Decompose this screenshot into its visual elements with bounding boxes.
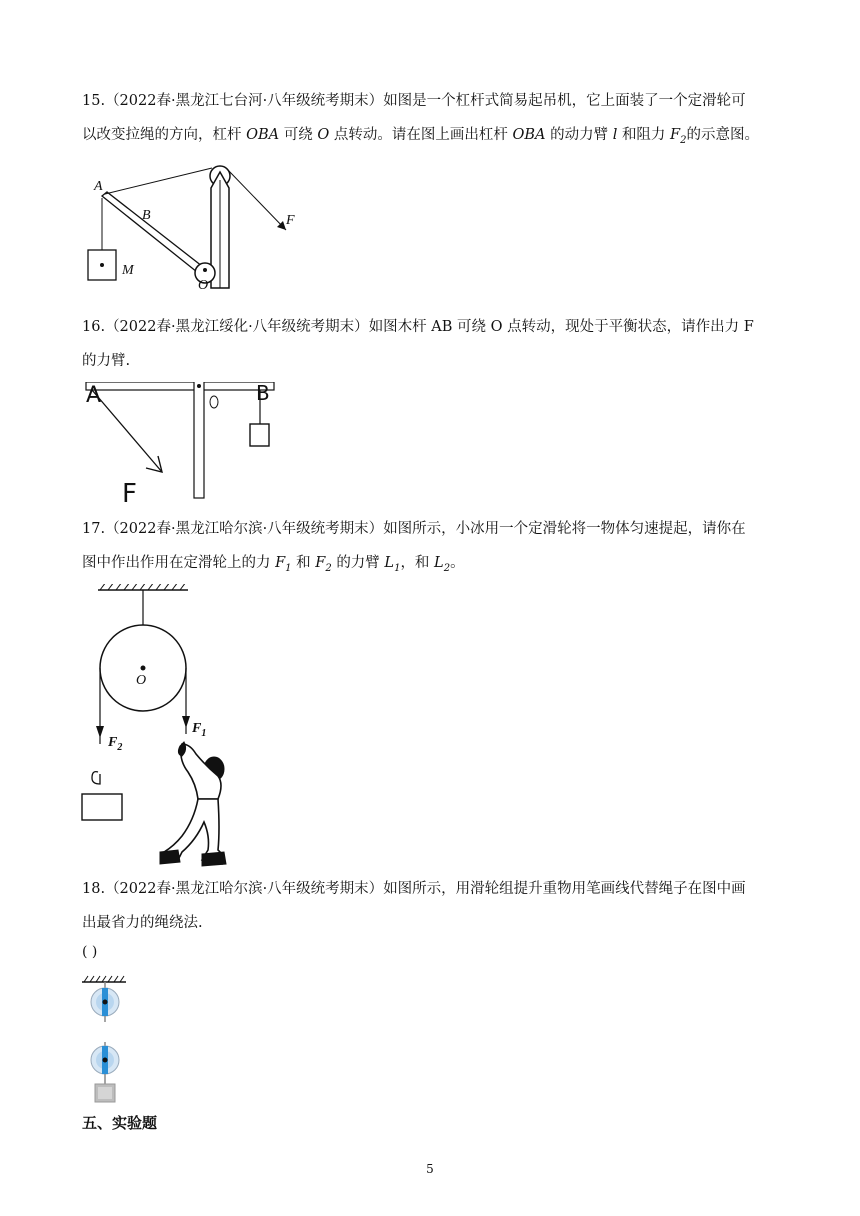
question-source: （2022春·黑龙江哈尔滨·八年级统考期末） <box>105 881 384 897</box>
math-symbol: $L_2$ <box>434 555 451 574</box>
question-16 <box>82 310 778 378</box>
label-o-mark <box>210 396 218 408</box>
figure-lever-ab <box>80 382 280 504</box>
question-source: （2022春·黑龙江绥化·八年级统考期末） <box>105 319 369 335</box>
question-number: 17. <box>82 521 106 537</box>
question-text: 如图是一个杠杆式简易起吊机，它上面装了一个定滑轮可 <box>383 93 746 109</box>
ceiling-hatch <box>84 976 124 982</box>
rope-a-to-pulley <box>105 168 212 194</box>
hook <box>92 772 100 784</box>
math-symbol: $F_1$ <box>275 555 292 574</box>
question-text: 和阻力 <box>621 127 666 143</box>
label-f1: $F_1$ <box>192 721 207 739</box>
math-symbol: OBA <box>246 127 280 143</box>
question-15-line-2 <box>82 118 778 158</box>
arrow-f2 <box>96 726 104 738</box>
figure-fixed-pulley <box>78 584 238 869</box>
question-text: 以改变拉绳的方向，杠杆 <box>82 127 242 143</box>
pulley-center-o <box>141 666 146 671</box>
weight-box <box>82 794 122 820</box>
question-source: （2022春·黑龙江哈尔滨·八年级统考期末） <box>105 521 384 537</box>
math-symbol: OBA <box>512 127 546 143</box>
math-symbol: $L_1$ <box>384 555 401 574</box>
question-text: 图中作出作用在定滑轮上的力 <box>82 555 271 571</box>
question-17 <box>82 512 778 586</box>
label-o: O <box>136 673 147 688</box>
question-text: 的力臂 <box>336 555 380 571</box>
question-18-line-2 <box>82 906 778 940</box>
pivot-dot <box>197 384 201 388</box>
movable-pulley-axle <box>103 1058 108 1063</box>
arrow-f1 <box>182 716 190 728</box>
question-text: 出最省力的绳绕法. <box>82 915 203 931</box>
math-symbol: $F_2$ <box>315 555 332 574</box>
math-symbol: O <box>317 127 330 143</box>
vertical-support <box>194 382 204 498</box>
lever-oba <box>102 192 207 276</box>
label-f2: $F_2$ <box>108 735 123 753</box>
page-number: 5 <box>426 1162 434 1176</box>
question-source: （2022春·黑龙江七台河·八年级统考期末） <box>105 93 384 109</box>
figure-pulley-block <box>80 974 130 1106</box>
math-symbol: $F_2$ <box>670 127 687 146</box>
question-15-line-1 <box>82 84 778 118</box>
question-16-line-1 <box>82 310 778 344</box>
hinge-center <box>203 268 207 272</box>
question-text: 的示意图。 <box>686 127 759 143</box>
bar-ab <box>86 382 274 390</box>
weight-box <box>250 424 269 446</box>
label-b: B <box>142 208 151 223</box>
answer-parentheses: ( ) <box>82 944 98 960</box>
label-b: B <box>256 382 270 405</box>
question-16-line-2 <box>82 344 778 378</box>
question-text: ，和 <box>400 555 430 571</box>
question-15 <box>82 84 778 158</box>
question-number: 16. <box>82 319 106 335</box>
label-o: O <box>198 278 209 293</box>
question-17-line-1 <box>82 512 778 546</box>
question-text: 如图木杆 AB 可绕 O 点转动，现处于平衡状态，请作出力 F <box>368 319 754 335</box>
math-symbol: l <box>612 127 618 143</box>
question-text: 。 <box>450 555 465 571</box>
question-18 <box>82 872 778 940</box>
question-text: 点转动。请在图上画出杠杆 <box>333 127 508 143</box>
label-f: F <box>122 479 137 504</box>
label-a: A <box>86 383 102 408</box>
question-text: 可绕 <box>283 127 313 143</box>
fixed-pulley-axle <box>103 1000 108 1005</box>
question-text: 如图所示，用滑轮组提升重物用笔画线代替绳子在图中画 <box>383 881 746 897</box>
label-a: A <box>94 179 103 194</box>
block-m-center <box>100 263 104 267</box>
question-18-line-1 <box>82 872 778 906</box>
person-pulling <box>160 742 226 866</box>
question-17-line-2 <box>82 546 778 586</box>
load-block-face <box>98 1087 112 1099</box>
ceiling-hatch <box>100 584 186 590</box>
label-f: F <box>286 213 295 228</box>
figure-lever-crane <box>80 158 310 298</box>
question-text: 如图所示，小冰用一个定滑轮将一物体匀速提起，请你在 <box>383 521 746 537</box>
question-number: 15. <box>82 93 106 109</box>
question-text: 和 <box>296 555 311 571</box>
question-text: 的力臂. <box>82 353 131 369</box>
section-title: 五、实验题 <box>82 1114 158 1132</box>
label-m: M <box>122 263 134 278</box>
question-text: 的动力臂 <box>550 127 609 143</box>
force-arrow-line <box>92 390 162 472</box>
rope-to-f <box>228 170 286 230</box>
question-number: 18. <box>82 881 106 897</box>
